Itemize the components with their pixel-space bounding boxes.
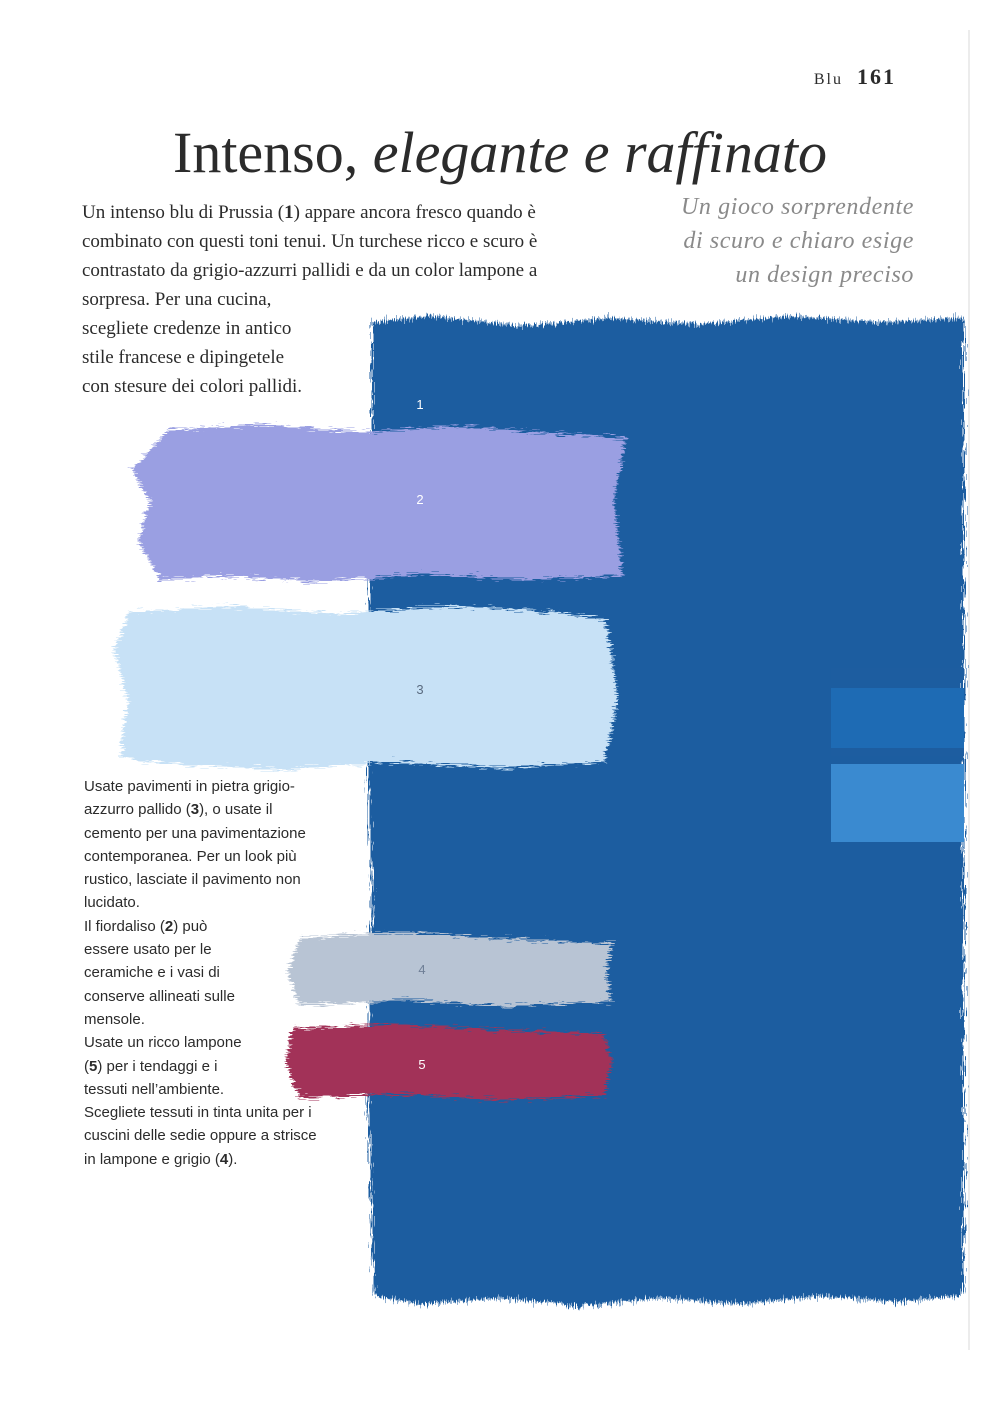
accent-tab-light bbox=[831, 764, 964, 842]
body-text bbox=[84, 775, 354, 1171]
body-line: Usate un ricco lampone bbox=[84, 1034, 242, 1052]
swatch-3-pale-grey-blue bbox=[114, 606, 618, 770]
page-number: 161 bbox=[857, 64, 896, 89]
section-name: Blu bbox=[813, 71, 843, 88]
swatch-label-3: 3 bbox=[416, 682, 424, 697]
intro-line: Un intenso blu di Prussia (1) appare ancora fresco quando è bbox=[82, 202, 536, 223]
intro-line: con stesure dei colori pallidi. bbox=[82, 376, 303, 397]
body-line: tessuti nell’ambiente. bbox=[84, 1080, 225, 1098]
pull-quote-line: Un gioco sorprendente bbox=[680, 194, 914, 220]
body-line: Scegliete tessuti in tinta unita per i bbox=[84, 1104, 312, 1122]
body-line: rustico, lasciate il pavimento non bbox=[84, 871, 301, 889]
body-line: Usate pavimenti in pietra grigio- bbox=[84, 778, 295, 795]
body-line: essere usato per le bbox=[84, 941, 212, 959]
body-line: in lampone e grigio (4). bbox=[84, 1150, 238, 1168]
accent-tab-gap bbox=[831, 688, 964, 756]
intro-line: scegliete credenze in antico bbox=[82, 318, 292, 339]
accent-tab-dark bbox=[831, 668, 964, 680]
swatch-label-4: 4 bbox=[418, 962, 426, 977]
color-ref-1: 1 bbox=[284, 202, 294, 223]
title-roman: Intenso, bbox=[173, 120, 373, 185]
body-line: ceramiche e i vasi di bbox=[84, 964, 220, 982]
pull-quote-line: di scuro e chiaro esige bbox=[683, 228, 914, 254]
body-line: mensole. bbox=[84, 1010, 145, 1028]
intro-line: combinato con questi toni tenui. Un turchese ricco e scuro è bbox=[82, 231, 538, 252]
accent-tab-white-gap bbox=[831, 756, 964, 764]
color-ref-5: 5 bbox=[89, 1057, 98, 1075]
swatch-label-5: 5 bbox=[418, 1057, 426, 1072]
color-ref-2: 2 bbox=[164, 917, 174, 935]
color-ref-4: 4 bbox=[219, 1150, 229, 1168]
body-line: Il fiordaliso (2) può bbox=[84, 917, 208, 935]
swatch-label-2: 2 bbox=[416, 492, 424, 507]
intro-line: stile francese e dipingetele bbox=[82, 347, 285, 368]
title-italic: elegante e raffinato bbox=[372, 120, 827, 185]
color-ref-3: 3 bbox=[190, 801, 200, 819]
intro-line: contrastato da grigio-azzurri pallidi e da un color lampone a bbox=[82, 260, 538, 281]
body-line: lucidato. bbox=[84, 894, 140, 912]
body-line: cuscini delle sedie oppure a strisce bbox=[84, 1127, 317, 1145]
body-line: azzurro pallido (3), o usate il bbox=[84, 801, 273, 819]
body-line: cemento per una pavimentazione bbox=[84, 824, 306, 842]
accent-tabs bbox=[831, 668, 964, 842]
body-line: conserve allineati sulle bbox=[84, 987, 235, 1005]
body-line: (5) per i tendaggi e i bbox=[84, 1057, 218, 1075]
swatch-label-1: 1 bbox=[416, 397, 424, 412]
intro-line: sorpresa. Per una cucina, bbox=[82, 289, 272, 310]
body-line: contemporanea. Per un look più bbox=[84, 847, 297, 865]
swatch-2-cornflower bbox=[132, 424, 626, 582]
pull-quote-line: un design preciso bbox=[735, 262, 914, 288]
